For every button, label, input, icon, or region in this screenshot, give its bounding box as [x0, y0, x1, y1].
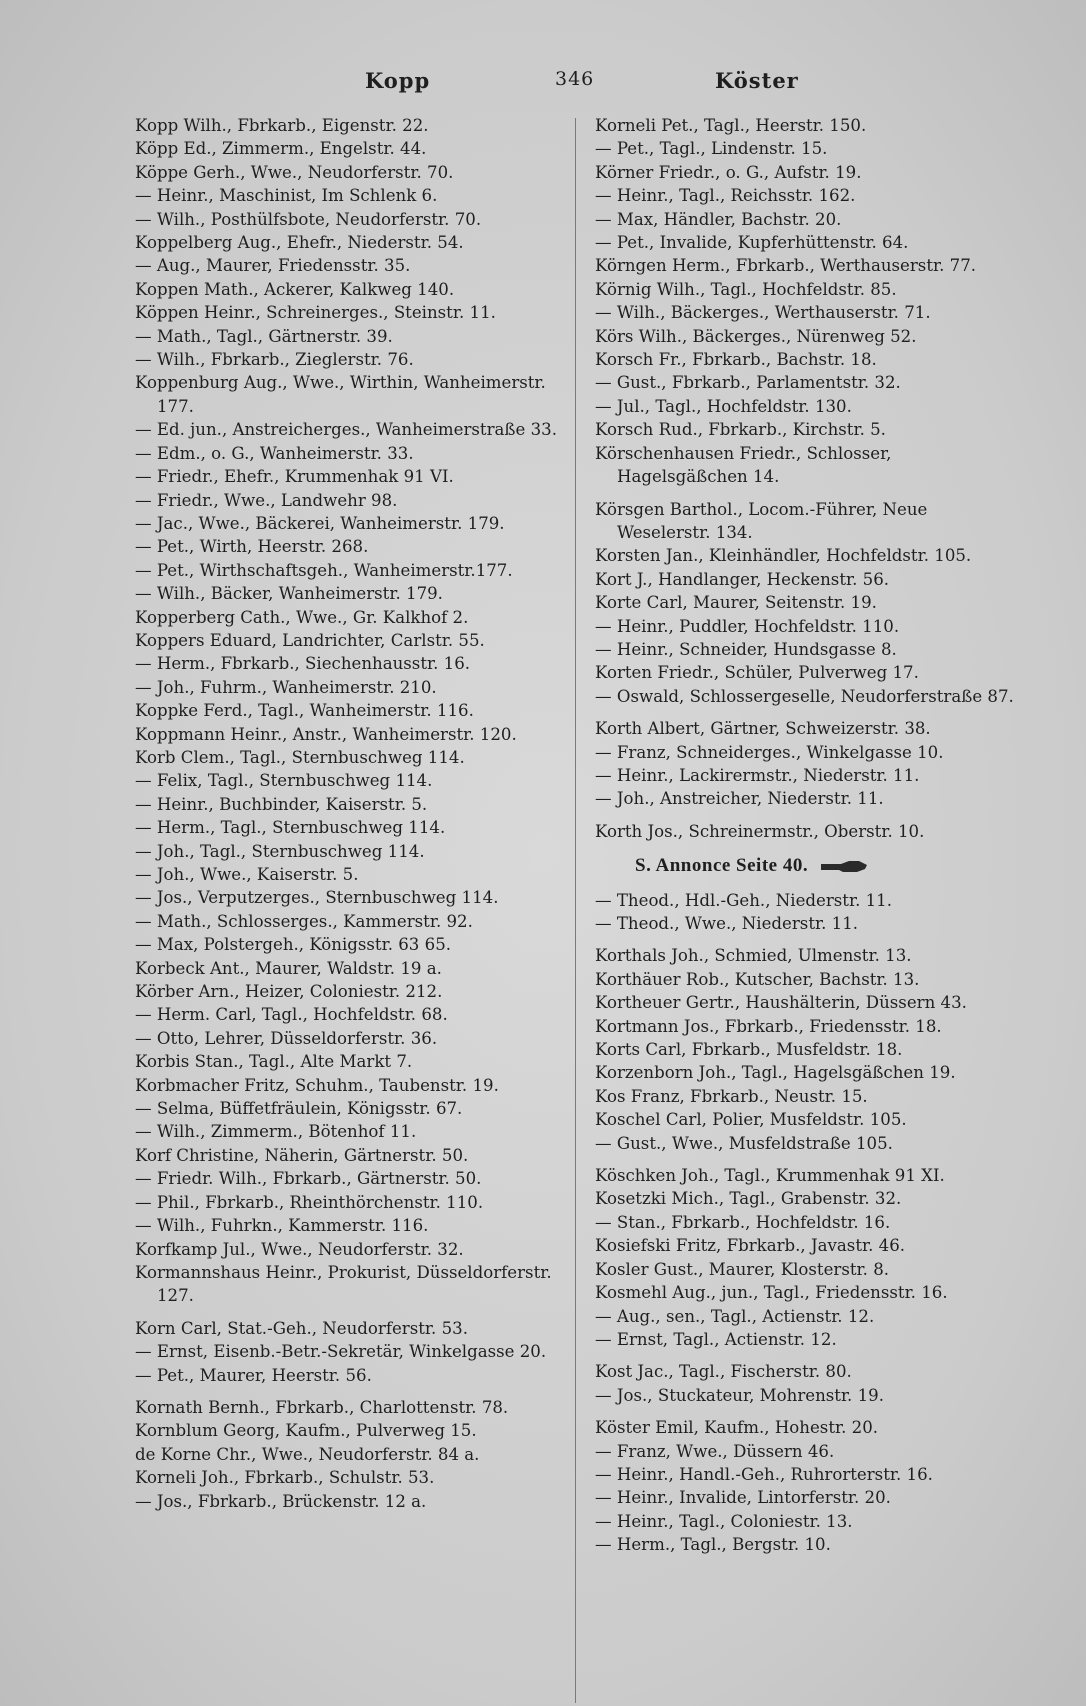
directory-entry: — Heinr., Puddler, Hochfeldstr. 110.	[595, 616, 900, 636]
directory-entry: Korzenborn Joh., Tagl., Hagelsgäßchen 19.	[595, 1063, 956, 1083]
annonce-reference	[595, 854, 1020, 877]
directory-entry: Köster Emil, Kaufm., Hohestr. 20.	[595, 1418, 879, 1438]
directory-entry: — Joh., Tagl., Sternbuschweg 114.	[135, 841, 425, 861]
directory-entry: Korfkamp Jul., Wwe., Neudorferstr. 32.	[135, 1239, 464, 1259]
directory-entry: — Gust., Wwe., Musfeldstraße 105.	[595, 1133, 893, 1153]
directory-entry: Korneli Pet., Tagl., Heerstr. 150.	[595, 116, 867, 135]
directory-entry: Körschenhausen Friedr., Schlosser, Hagelsgäßchen 14.	[595, 443, 892, 487]
header-left-keyword: Kopp	[365, 68, 431, 93]
directory-entry: — Wilh., Fuhrkn., Kammerstr. 116.	[135, 1216, 429, 1236]
directory-entry: — Wilh., Fbrkarb., Zieglerstr. 76.	[135, 350, 414, 370]
directory-entry: Kost Jac., Tagl., Fischerstr. 80.	[595, 1362, 852, 1382]
directory-entry: — Max, Polstergeh., Königsstr. 63 65.	[135, 935, 452, 955]
directory-entry: Korten Friedr., Schüler, Pulverweg 17.	[595, 663, 919, 683]
directory-entry: — Heinr., Tagl., Coloniestr. 13.	[595, 1511, 853, 1531]
directory-entry: Kos Franz, Fbrkarb., Neustr. 15.	[595, 1086, 868, 1106]
directory-entry: Koppke Ferd., Tagl., Wanheimerstr. 116.	[135, 701, 474, 721]
directory-entry: — Selma, Büffetfräulein, Königsstr. 67.	[135, 1099, 463, 1119]
directory-entry: Korn Carl, Stat.-Geh., Neudorferstr. 53.	[135, 1318, 468, 1338]
directory-entry: Koppenburg Aug., Wwe., Wirthin, Wanheimerstr. 177.	[135, 373, 546, 416]
directory-entry: Körber Arn., Heizer, Coloniestr. 212.	[135, 982, 443, 1002]
directory-entry: Kosler Gust., Maurer, Klosterstr. 8.	[595, 1259, 890, 1279]
directory-entry: Kortmann Jos., Fbrkarb., Friedensstr. 18.	[595, 1016, 942, 1036]
directory-entry: — Wilh., Posthülfsbote, Neudorferstr. 70.	[135, 209, 482, 229]
header-right-keyword: Köster	[715, 68, 799, 93]
directory-entry: Köppe Gerh., Wwe., Neudorferstr. 70.	[135, 162, 454, 182]
directory-entry: — Phil., Fbrkarb., Rheinthörchenstr. 110.	[135, 1192, 484, 1212]
directory-entry: Koppmann Heinr., Anstr., Wanheimerstr. 120.	[135, 724, 517, 744]
directory-entry: Korthals Joh., Schmied, Ulmenstr. 13.	[595, 946, 912, 966]
directory-entry: — Jos., Stuckateur, Mohrenstr. 19.	[595, 1385, 884, 1405]
directory-entry: Kort J., Handlanger, Heckenstr. 56.	[595, 569, 890, 589]
directory-entry: — Heinr., Maschinist, Im Schlenk 6.	[135, 186, 438, 206]
directory-entry: Korneli Joh., Fbrkarb., Schulstr. 53.	[135, 1468, 435, 1488]
directory-entry: — Joh., Anstreicher, Niederstr. 11.	[595, 789, 884, 809]
directory-entry: — Math., Tagl., Gärtnerstr. 39.	[135, 326, 393, 346]
directory-entry: — Franz, Wwe., Düssern 46.	[595, 1441, 835, 1461]
directory-entry: — Oswald, Schlossergeselle, Neudorferstraße 87.	[595, 686, 1014, 706]
directory-entry: — Math., Schlosserges., Kammerstr. 92.	[135, 911, 473, 931]
pointing-hand-icon	[819, 860, 869, 874]
right-column	[595, 114, 1020, 1557]
directory-entry: Kornath Bernh., Fbrkarb., Charlottenstr. 78.	[135, 1397, 509, 1417]
annonce-text: S. Annonce Seite 40.	[635, 855, 809, 877]
directory-entry: Korsch Rud., Fbrkarb., Kirchstr. 5.	[595, 420, 886, 440]
directory-entry: Kopperberg Cath., Wwe., Gr. Kalkhof 2.	[135, 607, 469, 627]
directory-entry: — Jul., Tagl., Hochfeldstr. 130.	[595, 396, 852, 416]
directory-entry: — Aug., sen., Tagl., Actienstr. 12.	[595, 1306, 875, 1326]
directory-entry: Korb Clem., Tagl., Sternbuschweg 114.	[135, 747, 465, 767]
directory-entry: — Edm., o. G., Wanheimerstr. 33.	[135, 443, 414, 463]
directory-entry: — Heinr., Tagl., Reichsstr. 162.	[595, 186, 856, 206]
directory-entry: Köppen Heinr., Schreinerges., Steinstr. 11.	[135, 303, 496, 323]
directory-entry: Korthäuer Rob., Kutscher, Bachstr. 13.	[595, 969, 920, 989]
directory-entry: Koppelberg Aug., Ehefr., Niederstr. 54.	[135, 233, 464, 253]
directory-entry: Korth Jos., Schreinermstr., Oberstr. 10.	[595, 821, 925, 841]
directory-entry: Kosetzki Mich., Tagl., Grabenstr. 32.	[595, 1189, 902, 1209]
directory-entry: Köschken Joh., Tagl., Krummenhak 91 XI.	[595, 1166, 945, 1186]
directory-entry: — Aug., Maurer, Friedensstr. 35.	[135, 256, 411, 276]
right-column-lower	[595, 889, 1020, 1557]
directory-entry: — Pet., Wirth, Heerstr. 268.	[135, 537, 369, 557]
directory-entry: Koschel Carl, Polier, Musfeldstr. 105.	[595, 1110, 907, 1130]
column-divider	[575, 118, 576, 1703]
directory-entry: Koppen Math., Ackerer, Kalkweg 140.	[135, 279, 455, 299]
directory-entry: — Wilh., Bäckerges., Werthauserstr. 71.	[595, 303, 931, 323]
directory-entry: Köpp Ed., Zimmerm., Engelstr. 44.	[135, 139, 427, 159]
directory-entry: de Korne Chr., Wwe., Neudorferstr. 84 a.	[135, 1444, 480, 1464]
directory-entry: — Wilh., Bäcker, Wanheimerstr. 179.	[135, 584, 443, 604]
directory-entry: — Jos., Verputzerges., Sternbuschweg 114.	[135, 888, 499, 908]
directory-entry: — Theod., Hdl.-Geh., Niederstr. 11.	[595, 890, 893, 910]
directory-entry: — Gust., Fbrkarb., Parlamentstr. 32.	[595, 373, 901, 393]
page-number: 346	[555, 68, 595, 90]
directory-entry: — Theod., Wwe., Niederstr. 11.	[595, 914, 859, 933]
page-header	[120, 64, 970, 96]
directory-entry: — Max, Händler, Bachstr. 20.	[595, 209, 842, 229]
directory-entry: Körnig Wilh., Tagl., Hochfeldstr. 85.	[595, 279, 897, 299]
directory-entry: Körsgen Barthol., Locom.-Führer, Neue Weselerstr. 134.	[595, 499, 928, 542]
directory-entry: — Franz, Schneiderges., Winkelgasse 10.	[595, 742, 944, 762]
directory-entry: — Jos., Fbrkarb., Brückenstr. 12 a.	[135, 1491, 427, 1511]
directory-entry: — Friedr., Wwe., Landwehr 98.	[135, 490, 398, 510]
directory-entry: Korts Carl, Fbrkarb., Musfeldstr. 18.	[595, 1040, 903, 1060]
directory-entry: — Ed. jun., Anstreicherges., Wanheimerstraße 33.	[135, 420, 557, 440]
directory-entry: Korbmacher Fritz, Schuhm., Taubenstr. 19.	[135, 1075, 499, 1095]
directory-entry: — Pet., Maurer, Heerstr. 56.	[135, 1365, 372, 1385]
directory-entry: — Joh., Fuhrm., Wanheimerstr. 210.	[135, 677, 437, 697]
directory-entry: Korth Albert, Gärtner, Schweizerstr. 38.	[595, 719, 931, 739]
directory-entry: — Heinr., Schneider, Hundsgasse 8.	[595, 639, 897, 659]
directory-entry: — Ernst, Tagl., Actienstr. 12.	[595, 1329, 837, 1349]
directory-entry: — Pet., Invalide, Kupferhüttenstr. 64.	[595, 233, 909, 253]
directory-entry: — Heinr., Invalide, Lintorferstr. 20.	[595, 1488, 891, 1508]
directory-entry: — Herm., Tagl., Bergstr. 10.	[595, 1535, 831, 1555]
directory-entry: Kortheuer Gertr., Haushälterin, Düssern 43.	[595, 993, 967, 1013]
directory-entry: — Friedr., Ehefr., Krummenhak 91 VI.	[135, 467, 454, 487]
directory-entry: — Herm. Carl, Tagl., Hochfeldstr. 68.	[135, 1005, 448, 1025]
directory-entry: Kormannshaus Heinr., Prokurist, Düsseldorferstr. 127.	[135, 1262, 552, 1306]
directory-entry: Körner Friedr., o. G., Aufstr. 19.	[595, 162, 862, 182]
directory-entry: — Herm., Tagl., Sternbuschweg 114.	[135, 818, 446, 838]
directory-entry: Kosiefski Fritz, Fbrkarb., Javastr. 46.	[595, 1236, 906, 1256]
directory-entry: Kopp Wilh., Fbrkarb., Eigenstr. 22.	[135, 116, 429, 135]
left-column	[135, 114, 560, 1513]
directory-entry: — Otto, Lehrer, Düsseldorferstr. 36.	[135, 1028, 438, 1048]
directory-entry: Korsch Fr., Fbrkarb., Bachstr. 18.	[595, 350, 877, 370]
directory-entry: Korf Christine, Näherin, Gärtnerstr. 50.	[135, 1145, 469, 1165]
directory-entry: — Herm., Fbrkarb., Siechenhausstr. 16.	[135, 654, 471, 674]
directory-entry: Korte Carl, Maurer, Seitenstr. 19.	[595, 593, 877, 613]
directory-entry: Koppers Eduard, Landrichter, Carlstr. 55.	[135, 630, 485, 650]
directory-entry: — Heinr., Buchbinder, Kaiserstr. 5.	[135, 794, 428, 814]
directory-entry: — Pet., Wirthschaftsgeh., Wanheimerstr.177.	[135, 560, 513, 580]
directory-entry: Korsten Jan., Kleinhändler, Hochfeldstr. 105.	[595, 546, 972, 566]
directory-entry: Körs Wilh., Bäckerges., Nürenweg 52.	[595, 326, 917, 346]
directory-entry: — Stan., Fbrkarb., Hochfeldstr. 16.	[595, 1212, 891, 1232]
directory-entry: Kosmehl Aug., jun., Tagl., Friedensstr. 16.	[595, 1283, 948, 1303]
right-column-upper	[595, 114, 1020, 843]
directory-entry: — Heinr., Lackirermstr., Niederstr. 11.	[595, 765, 920, 785]
directory-entry: — Heinr., Handl.-Geh., Ruhrorterstr. 16.	[595, 1464, 933, 1484]
directory-entry: — Pet., Tagl., Lindenstr. 15.	[595, 139, 828, 159]
directory-entry: Kornblum Georg, Kaufm., Pulverweg 15.	[135, 1421, 477, 1441]
directory-entry: — Jac., Wwe., Bäckerei, Wanheimerstr. 179.	[135, 513, 505, 533]
directory-entry: Körngen Herm., Fbrkarb., Werthauserstr. 77.	[595, 256, 977, 276]
directory-entry: — Joh., Wwe., Kaiserstr. 5.	[135, 865, 359, 884]
directory-entry: — Felix, Tagl., Sternbuschweg 114.	[135, 771, 433, 791]
directory-entry: — Wilh., Zimmerm., Bötenhof 11.	[135, 1122, 417, 1142]
directory-entry: Korbis Stan., Tagl., Alte Markt 7.	[135, 1052, 413, 1072]
directory-entry: — Ernst, Eisenb.-Betr.-Sekretär, Winkelgasse 20.	[135, 1342, 547, 1362]
directory-entry: — Friedr. Wilh., Fbrkarb., Gärtnerstr. 50.	[135, 1169, 482, 1189]
directory-entry: Korbeck Ant., Maurer, Waldstr. 19 a.	[135, 958, 442, 978]
